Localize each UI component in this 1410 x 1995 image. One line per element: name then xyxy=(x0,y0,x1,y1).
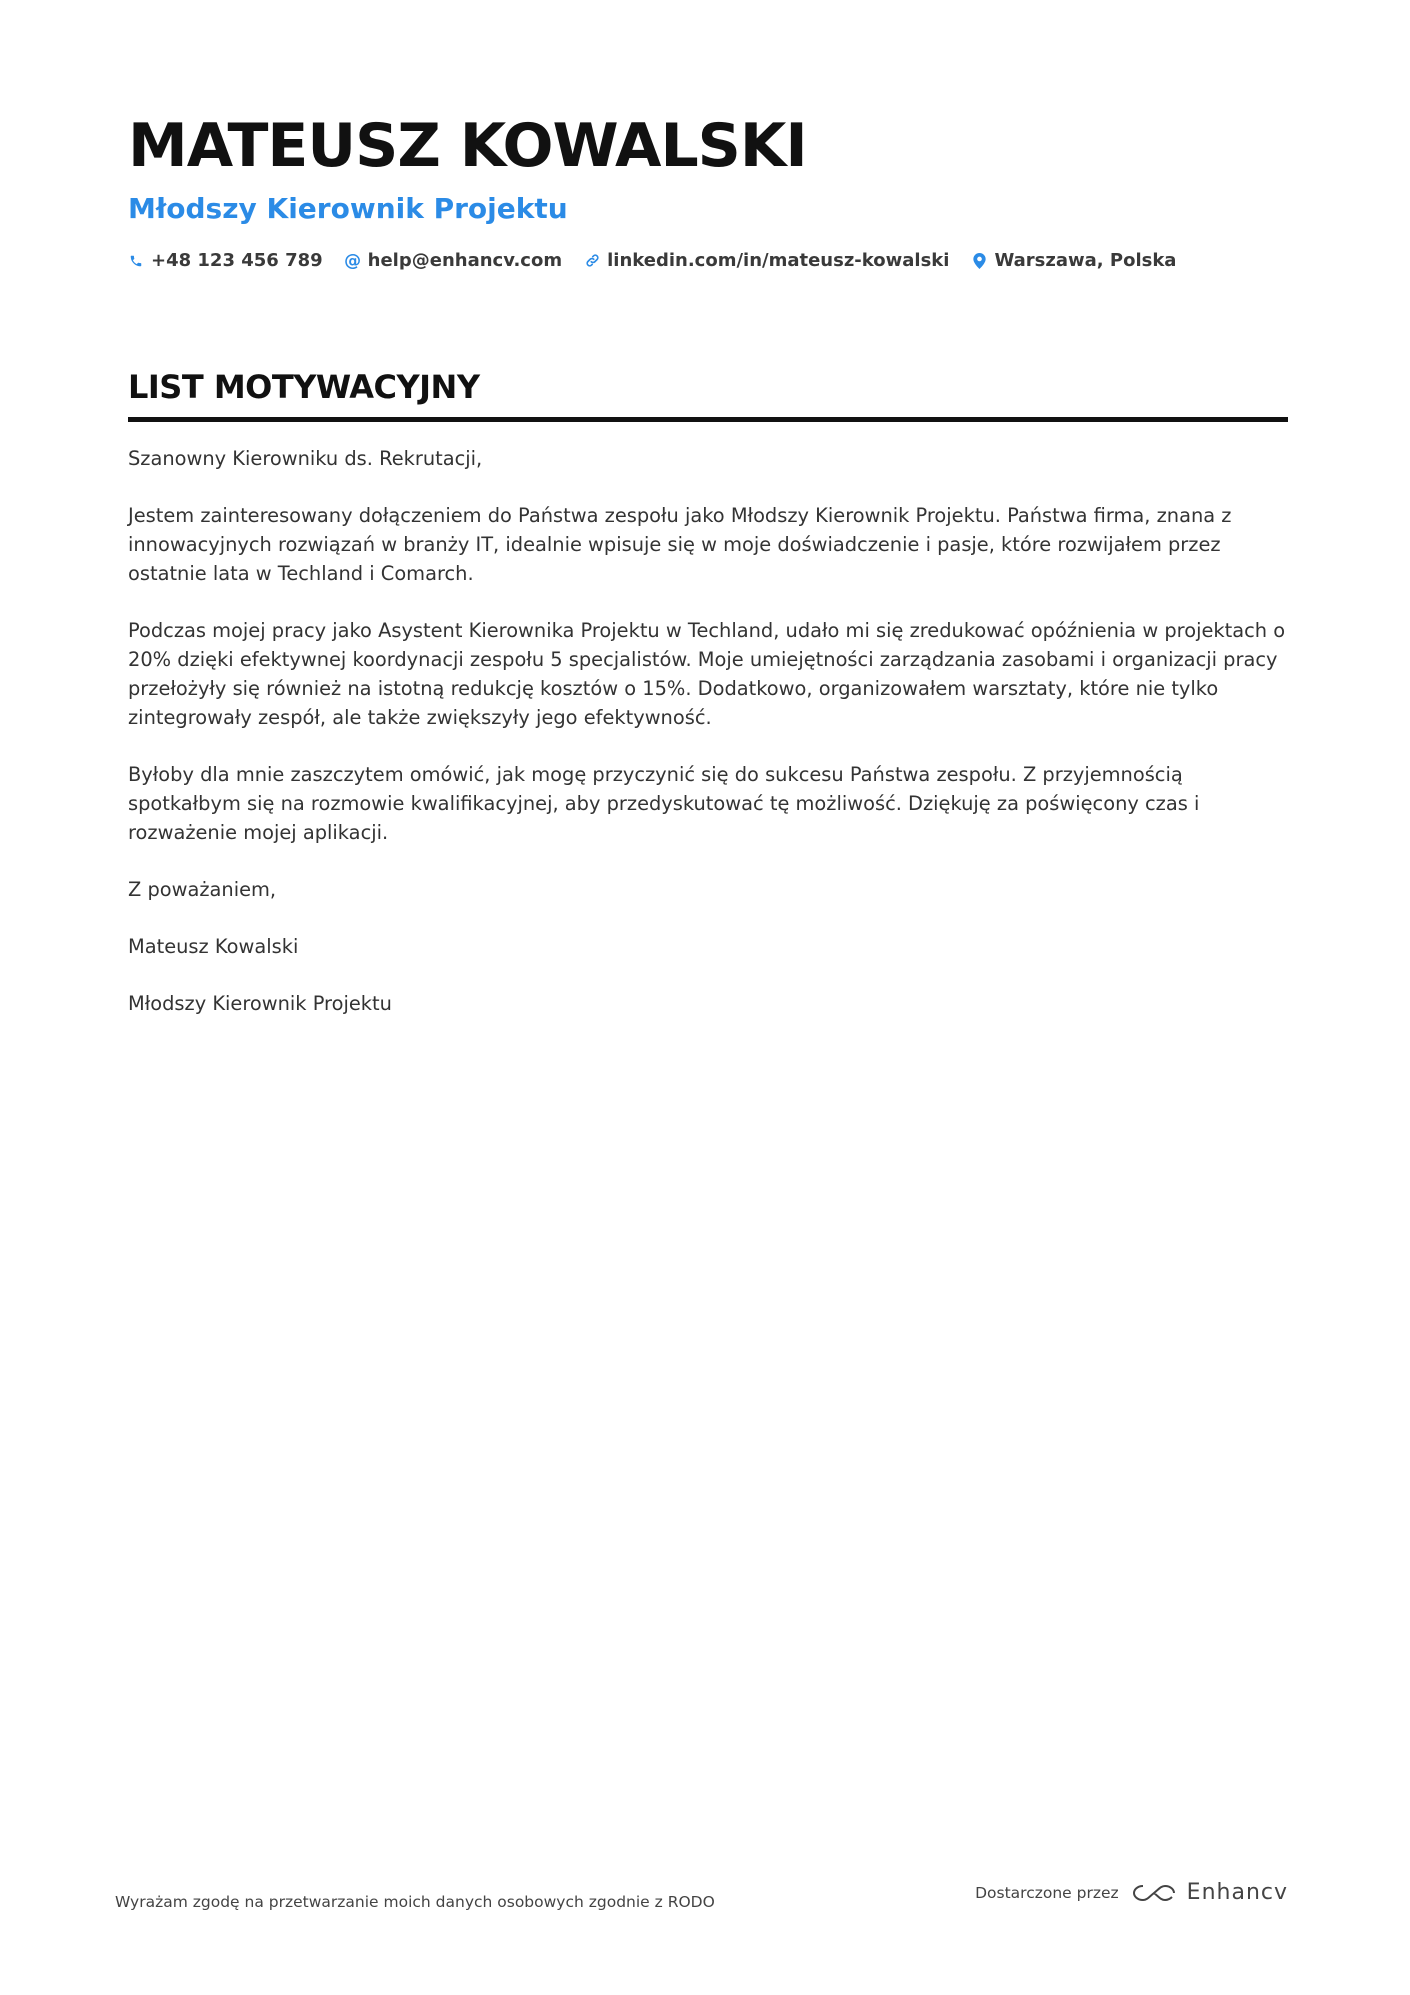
footer-branding[interactable] xyxy=(975,1880,1288,1905)
contact-bar xyxy=(128,250,1288,271)
letter-salutation: Szanowny Kierowniku ds. Rekrutacji, xyxy=(128,447,483,470)
contact-linkedin-text: linkedin.com/in/mateusz-kowalski xyxy=(607,250,950,271)
provided-by-label: Dostarczone przez xyxy=(975,1883,1119,1902)
section-divider xyxy=(128,417,1288,422)
at-icon: @ xyxy=(344,250,362,271)
phone-icon xyxy=(128,252,144,270)
candidate-title: Młodszy Kierownik Projektu xyxy=(128,192,568,225)
contact-linkedin[interactable] xyxy=(584,250,949,271)
contact-email-text: help@enhancv.com xyxy=(367,250,563,271)
letter-paragraph: Byłoby dla mnie zaszczytem omówić, jak mogę przyczynić się do sukcesu Państwa zespołu. Z przyjemnością spotkałbym się na rozmowie kwalifikacyjnej, aby przedyskutować tę możliwość. Dziękuję za poświęcony czas i rozważenie mojej aplikacji. xyxy=(128,763,1200,844)
letter-closing: Z poważaniem, xyxy=(128,878,277,901)
brand-name: Enhancv xyxy=(1186,1880,1288,1905)
cover-letter-section xyxy=(128,365,1288,1046)
gdpr-consent: Wyrażam zgodę na przetwarzanie moich danych osobowych zgodnie z RODO xyxy=(115,1893,715,1911)
location-pin-icon xyxy=(971,252,987,270)
link-icon xyxy=(584,252,600,270)
contact-email[interactable] xyxy=(345,250,562,271)
contact-phone[interactable] xyxy=(128,250,323,271)
letter-paragraph: Jestem zainteresowany dołączeniem do Państwa zespołu jako Młodszy Kierownik Projektu. Państwa firma, znana z innowacyjnych rozwiązań w branży IT, idealnie wpisuje się w moje doświadczenie i pasje, które rozwijałem przez ostatnie lata w Techland i Comarch. xyxy=(128,504,1232,585)
contact-location xyxy=(971,250,1176,271)
header xyxy=(128,108,1288,271)
signature-title: Młodszy Kierownik Projektu xyxy=(128,992,392,1015)
signature-name: Mateusz Kowalski xyxy=(128,935,299,958)
enhancv-logo-icon xyxy=(1131,1881,1177,1905)
contact-location-text: Warszawa, Polska xyxy=(994,250,1177,271)
candidate-name: MATEUSZ KOWALSKI xyxy=(128,111,807,181)
section-title: LIST MOTYWACYJNY xyxy=(128,368,480,406)
letter-body xyxy=(128,444,1288,1018)
contact-phone-text: +48 123 456 789 xyxy=(151,250,323,271)
letter-paragraph: Podczas mojej pracy jako Asystent Kierownika Projektu w Techland, udało mi się zredukować opóźnienia w projektach o 20% dzięki efektywnej koordynacji zespołu 5 specjalistów. Moje umiejętności zarządzania zasobami i organizacji pracy przełożyły się również na istotną redukcję kosztów o 15%. Dodatkowo, organizowałem warsztaty, które nie tylko zintegrowały zespół, ale także zwiększyły jego efektywność. xyxy=(128,619,1286,729)
